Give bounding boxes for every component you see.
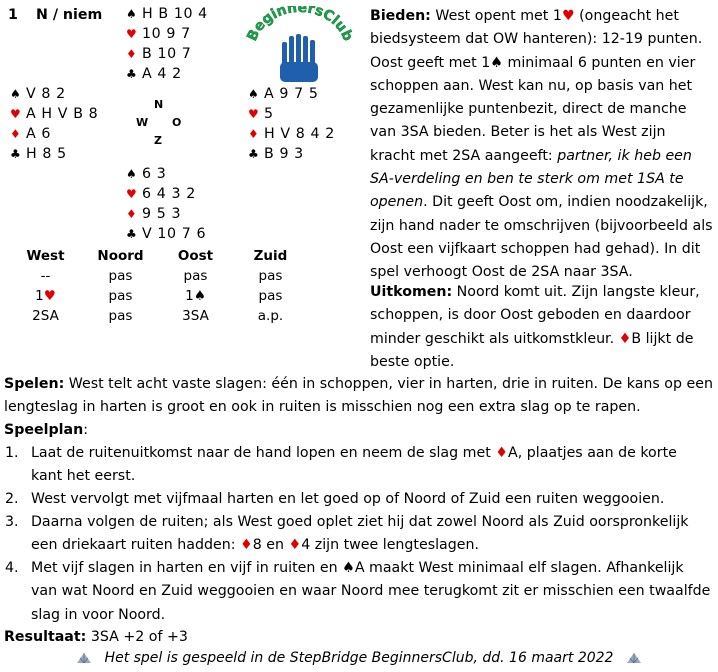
bid-cell: 3SA	[182, 308, 209, 324]
list-number: 2.	[5, 491, 19, 507]
svg-text:BeginnersClub: BeginnersClub	[244, 6, 356, 44]
club-icon: ♣	[10, 147, 22, 161]
south-hearts: 6 4 3 2	[142, 186, 196, 202]
bid-cell: pas	[258, 288, 283, 304]
bidding-row	[8, 306, 308, 326]
spade-icon: ♠	[342, 560, 355, 576]
list-text: A, plaatjes aan de korte kant het eerst.	[31, 445, 677, 485]
list-text: 8 en	[252, 537, 289, 554]
spade-icon: ♠	[248, 87, 260, 101]
compass-north: N	[154, 98, 164, 111]
north-hearts: 10 9 7	[142, 26, 191, 42]
south-spades: 6 3	[142, 166, 167, 182]
deal-number: 1	[8, 7, 18, 23]
bid-cell: a.p.	[257, 308, 284, 324]
list-text: Laat de ruitenuitkomst naar de hand lopen en neem de slag met	[31, 445, 496, 461]
diamond-icon: ♦	[126, 207, 138, 221]
bieden-italic: partner, ik heb een SA-verdeling en ben te sterk om met 1SA te openen	[370, 147, 692, 211]
list-number: 4.	[5, 560, 19, 576]
heart-icon: ♥	[10, 107, 22, 121]
speelplan-heading	[4, 419, 88, 442]
resultaat-label: Resultaat:	[4, 629, 87, 645]
east-diamonds: H V 8 4 2	[264, 126, 335, 142]
bid-cell: pas	[108, 288, 133, 304]
list-text: West vervolgt met vijfmaal harten en let goed op of Noord of Zuid een ruiten weggooien.	[31, 491, 665, 507]
bid-cell: 2SA	[32, 308, 59, 324]
east-clubs: B 9 3	[264, 146, 304, 162]
heart-icon: ♥	[126, 187, 138, 201]
heart-icon: ♥	[126, 27, 138, 41]
list-text: Daarna volgen de ruiten; als West goed oplet ziet hij dat zowel Noord als Zuid oorspronkelijk een driekaart ruiten hadden:	[31, 514, 689, 554]
bid-cell: --	[40, 268, 51, 284]
diamond-icon: ♦	[495, 445, 509, 461]
south-clubs: V 10 7 6	[142, 226, 207, 242]
uitkomen-text: B lijkt de beste optie.	[370, 330, 694, 370]
spade-icon: ♠	[126, 167, 138, 181]
bidding-header-west: West	[26, 248, 65, 264]
diamond-icon: ♦	[240, 537, 253, 554]
compass-east: O	[172, 116, 182, 129]
club-icon: ♣	[248, 147, 260, 161]
compass-south: Z	[154, 134, 162, 147]
east-spades: A 9 7 5	[264, 86, 319, 102]
diamond-icon: ♦	[126, 47, 138, 61]
bid-cell: 1♥	[35, 288, 56, 304]
bidding-header-row	[8, 246, 308, 266]
bid-cell: pas	[258, 268, 283, 284]
footer-text: Het spel is gespeeld in de StepBridge BeginnersClub, dd. 16 maart 2022	[104, 650, 614, 666]
list-text: A maakt West minimaal elf slagen. Afhankelijk van wat Noord en Zuid weggooien en waar Noord mee terugkomt zit er misschien een twaalfde slag in voor Noord.	[31, 560, 711, 623]
west-diamonds: A 6	[26, 126, 52, 142]
compass-west: W	[136, 116, 149, 129]
list-item	[0, 557, 718, 627]
list-item	[0, 442, 718, 488]
bieden-paragraph	[370, 5, 714, 285]
spade-icon: ♠	[490, 54, 503, 71]
list-text: 4 zijn twee lengteslagen.	[301, 537, 479, 554]
west-spades: V 8 2	[26, 86, 66, 102]
fan-icon	[626, 652, 642, 664]
bid-cell: 1♠	[185, 288, 206, 304]
spelen-label: Spelen:	[4, 376, 65, 392]
bidding-table	[8, 246, 308, 326]
club-icon: ♣	[126, 227, 138, 241]
bidding-header-east: Oost	[177, 248, 214, 264]
north-spades: H B 10 4	[142, 6, 208, 22]
list-number: 1.	[5, 445, 19, 461]
bieden-text: (ongeacht het biedsysteem dat OW hanteren): 12-19 punten. Oost geeft met 1	[370, 8, 703, 71]
black-suit-icon: ♠	[193, 288, 206, 304]
north-clubs: A 4 2	[142, 66, 182, 82]
west-hearts: A H V B 8	[26, 106, 99, 122]
uitkomen-text: Noord komt uit. Zijn langste kleur, schoppen, is door Oost geboden en daardoor minder geschikt als uitkomstkleur.	[370, 284, 700, 347]
diamond-icon: ♦	[10, 127, 22, 141]
spelen-paragraph	[4, 373, 714, 420]
bieden-text: West opent met 1	[430, 8, 562, 24]
bid-cell: pas	[108, 308, 133, 324]
south-diamonds: 9 5 3	[142, 206, 182, 222]
bidding-header-north: Noord	[97, 248, 144, 264]
diamond-icon: ♦	[618, 330, 632, 347]
speelplan-label: Speelplan	[4, 422, 84, 438]
list-item	[0, 488, 718, 511]
resultaat-line	[4, 626, 188, 649]
bid-cell: pas	[183, 268, 208, 284]
uitkomen-paragraph	[370, 281, 714, 374]
bieden-text: minimaal 6 punten en vier schoppen aan. West kan nu, op basis van het gezamenlijke puntenbezit, direct de manche van 3SA bieden. Beter is het als West zijn kracht met 2SA aangeeft:	[370, 54, 696, 164]
diamond-icon: ♦	[248, 127, 260, 141]
bieden-label: Bieden:	[370, 8, 431, 24]
spelen-text: West telt acht vaste slagen: één in schoppen, vier in harten, drie in ruiten. De kans op een lengteslag in harten is groot en ook in ruiten is misschien nog een extra slag op te rapen.	[4, 376, 713, 416]
bid-cell: pas	[108, 268, 133, 284]
list-text: Met vijf slagen in harten en vijf in ruiten en	[31, 560, 343, 576]
uitkomen-label: Uitkomen:	[370, 284, 453, 300]
spade-icon: ♠	[126, 7, 138, 21]
north-diamonds: B 10 7	[142, 46, 192, 62]
resultaat-text: 3SA +2 of +3	[86, 629, 188, 645]
list-number: 3.	[5, 514, 19, 530]
bidding-header-south: Zuid	[253, 248, 288, 264]
fan-icon	[76, 652, 92, 664]
beginnersclub-logo	[244, 6, 356, 90]
footer-note	[0, 650, 718, 666]
red-suit-icon: ♥	[43, 288, 56, 304]
speelplan-colon: :	[83, 422, 88, 438]
west-clubs: H 8 5	[26, 146, 67, 162]
east-hearts: 5	[264, 106, 274, 122]
bidding-row	[8, 266, 308, 286]
list-item	[0, 511, 718, 557]
dealer-vulnerability: N / niem	[36, 7, 103, 23]
spade-icon: ♠	[10, 87, 22, 101]
heart-icon: ♥	[561, 8, 575, 24]
heart-icon: ♥	[248, 107, 260, 121]
bieden-text: . Dit geeft Oost om, indien noodzakelijk, zijn hand nader te omschrijven (bijvoorbeeld als Oost een vijfkaart schoppen had gehad). In dit spel verhoogt Oost de 2SA naar 3SA.	[370, 194, 713, 281]
diamond-icon: ♦	[288, 537, 302, 554]
bidding-row	[8, 286, 308, 306]
club-icon: ♣	[126, 67, 138, 81]
